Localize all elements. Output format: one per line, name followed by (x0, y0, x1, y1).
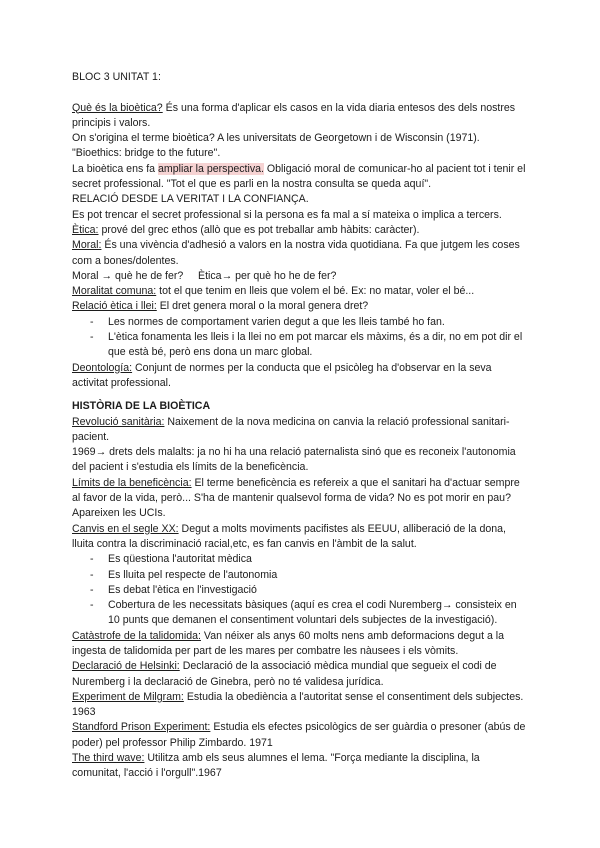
list-item: - Es qüestiona l'autoritat mèdica (90, 553, 252, 566)
list-canvis (72, 552, 530, 628)
term-etica: Ètica: (72, 223, 99, 236)
list-item: - Es lluita pel respecte de l'autonomia (90, 568, 278, 581)
paragraph-third-wave (72, 751, 530, 782)
paragraph-etica (72, 223, 530, 238)
text-revolucio: Naixement de la nova medicina on canvia la relació professional sanitari-pacient. (72, 415, 510, 443)
term-third-wave: The third wave: (72, 752, 145, 765)
paragraph-relacio-llei (72, 299, 530, 314)
term-bioetica: Què és la bioètica? (72, 101, 163, 114)
paragraph-talidomida (72, 629, 530, 660)
term-relacio-llei: Relació ètica i llei: (72, 300, 157, 313)
term-canvis: Canvis en el segle XX: (72, 522, 179, 535)
text-limits: El terme beneficència es refereix a que el sanitari ha d'actuar sempre al favor de la vida, però... S'ha de mantenir qualsevol forma de vida? No es pot morir en pau? Apareixen les UCIs. (72, 476, 520, 520)
list-item-text: Es lluita pel respecte de l'autonomia (108, 568, 278, 581)
paragraph-moral-etica: Moral → què he de fer? Ètica→ per què ho he de fer? (72, 269, 337, 282)
paragraph-milgram (72, 690, 530, 721)
paragraph-moralitat (72, 284, 530, 299)
paragraph-helsinki (72, 659, 530, 690)
paragraph-moral (72, 238, 530, 269)
list-item: - Cobertura de les necessitats bàsiques (aquí es crea el codi Nuremberg→ consisteix en 10 punts que demanen el consentiment voluntari dels subjectes de la investigació). (90, 599, 517, 627)
text-relacio-llei: El dret genera moral o la moral genera dret? (156, 300, 369, 313)
heading-relacio: RELACIÓ DESDE LA VERITAT I LA CONFIANÇA. (72, 193, 309, 206)
paragraph-limits (72, 476, 530, 522)
paragraph-stanford (72, 720, 530, 751)
text-moralitat: tot el que tenim en lleis que volem el bé. Ex: no matar, voler el bé... (156, 285, 475, 298)
list-item-text: Es qüestiona l'autoritat mèdica (108, 553, 252, 566)
text-etica: prové del grec ethos (allò que es pot treballar amb hàbits: caràcter). (98, 223, 420, 236)
text-perspectiva-after: Obligació moral de comunicar-ho al pacient tot i tenir el secret professional. "Tot el que es parli en la nostra consulta se queda aquí". (72, 162, 526, 191)
document-body (72, 70, 530, 782)
paragraph-deontologia (72, 361, 530, 392)
document-title: BLOC 3 UNITAT 1: (72, 71, 161, 83)
list-relacio (72, 315, 530, 361)
list-item: - Les normes de comportament varien degut a que les lleis també ho fan. (90, 315, 445, 328)
term-stanford: Standford Prison Experiment: (72, 721, 211, 734)
list-item-text: Cobertura de les necessitats bàsiques (aquí es crea el codi Nuremberg→ consisteix en 10 punts que demanen el consentiment voluntari dels subjectes de la investigació). (108, 599, 517, 627)
list-item-text: Es debat l'ètica en l'investigació (108, 583, 257, 596)
term-moral: Moral: (72, 239, 102, 252)
term-helsinki: Declaració de Helsinki: (72, 660, 180, 673)
term-talidomida: Catàstrofe de la talidomida: (72, 629, 201, 642)
text-canvis: Degut a molts moviments pacifistes als EEUU, alliberació de la dona, lluita contra la discriminació racial,etc, es fan canvis en l'àmbit de la salut. (72, 522, 506, 550)
paragraph-perspectiva (72, 162, 530, 193)
paragraph-revolucio (72, 415, 530, 446)
list-item: - Es debat l'ètica en l'investigació (90, 583, 257, 596)
list-item-text: Les normes de comportament varien degut a que les lleis també ho fan. (108, 315, 445, 328)
term-milgram: Experiment de Milgram: (72, 690, 184, 703)
term-deontologia: Deontología: (72, 361, 133, 374)
text-bioetica: És una forma d'aplicar els casos en la vida diaria entesos des dels nostres principis i valors. (72, 101, 516, 129)
paragraph-bioetica (72, 101, 530, 132)
text-talidomida: Van néixer als anys 60 molts nens amb deformacions degut a la ingesta de talidomida per part de les mares per combatre les nàusees i els vòmits. (72, 629, 505, 657)
section-heading-historia: HISTÒRIA DE LA BIOÈTICA (72, 400, 211, 413)
paragraph-origen: On s'origina el terme bioètica? A les universitats de Georgetown i de Wisconsin (1971). "Bioethics: bridge to the future". (72, 132, 480, 160)
term-revolucio: Revolució sanitària: (72, 415, 165, 428)
paragraph-drets: 1969→ drets dels malalts: ja no hi ha una relació paternalista sinó que es reconeix l'autonomia del pacient i s'estudia els límits de la beneficència. (72, 446, 516, 474)
text-moral: És una vivència d'adhesió a valors en la nostra vida quotidiana. Fa que jutgem les coses com a bones/dolentes. (72, 239, 520, 267)
text-helsinki: Declaració de la associació mèdica mundial que segueix el codi de Nuremberg i la declaració de Ginebra, però no té validesa jurídica. (72, 660, 497, 688)
term-moralitat: Moralitat comuna: (72, 285, 157, 298)
list-item-text: L'ètica fonamenta les lleis i la llei no em pot marcar els màxims, és a dir, no em pot dir el que està bé, però ens dona un marc global. (108, 331, 523, 359)
term-limits: Límits de la beneficència: (72, 476, 192, 489)
list-item: - L'ètica fonamenta les lleis i la llei no em pot marcar els màxims, és a dir, no em pot dir el que està bé, però ens dona un marc global. (90, 331, 523, 359)
text-milgram: Estudia la obediència a l'autoritat sense el consentiment dels subjectes. 1963 (72, 690, 524, 719)
paragraph-secret: Es pot trencar el secret professional si la persona es fa mal a sí mateixa o implica a tercers. (72, 208, 502, 221)
text-deontologia: Conjunt de normes per la conducta que el psicòleg ha d'observar en la seva activitat professional. (72, 361, 492, 389)
text-stanford: Estudia els efectes psicològics de ser guàrdia o presoner (abús de poder) pel professor Philip Zimbardo. 1971 (72, 721, 526, 749)
highlight-perspectiva: ampliar la perspectiva. (158, 162, 264, 175)
paragraph-canvis (72, 522, 530, 553)
text-third-wave: Utilitza amb els seus alumnes el lema. "Força mediante la disciplina, la comunitat, l'acció i l'orgull".1967 (72, 752, 480, 780)
text-perspectiva-before: La bioètica ens fa (72, 162, 158, 175)
